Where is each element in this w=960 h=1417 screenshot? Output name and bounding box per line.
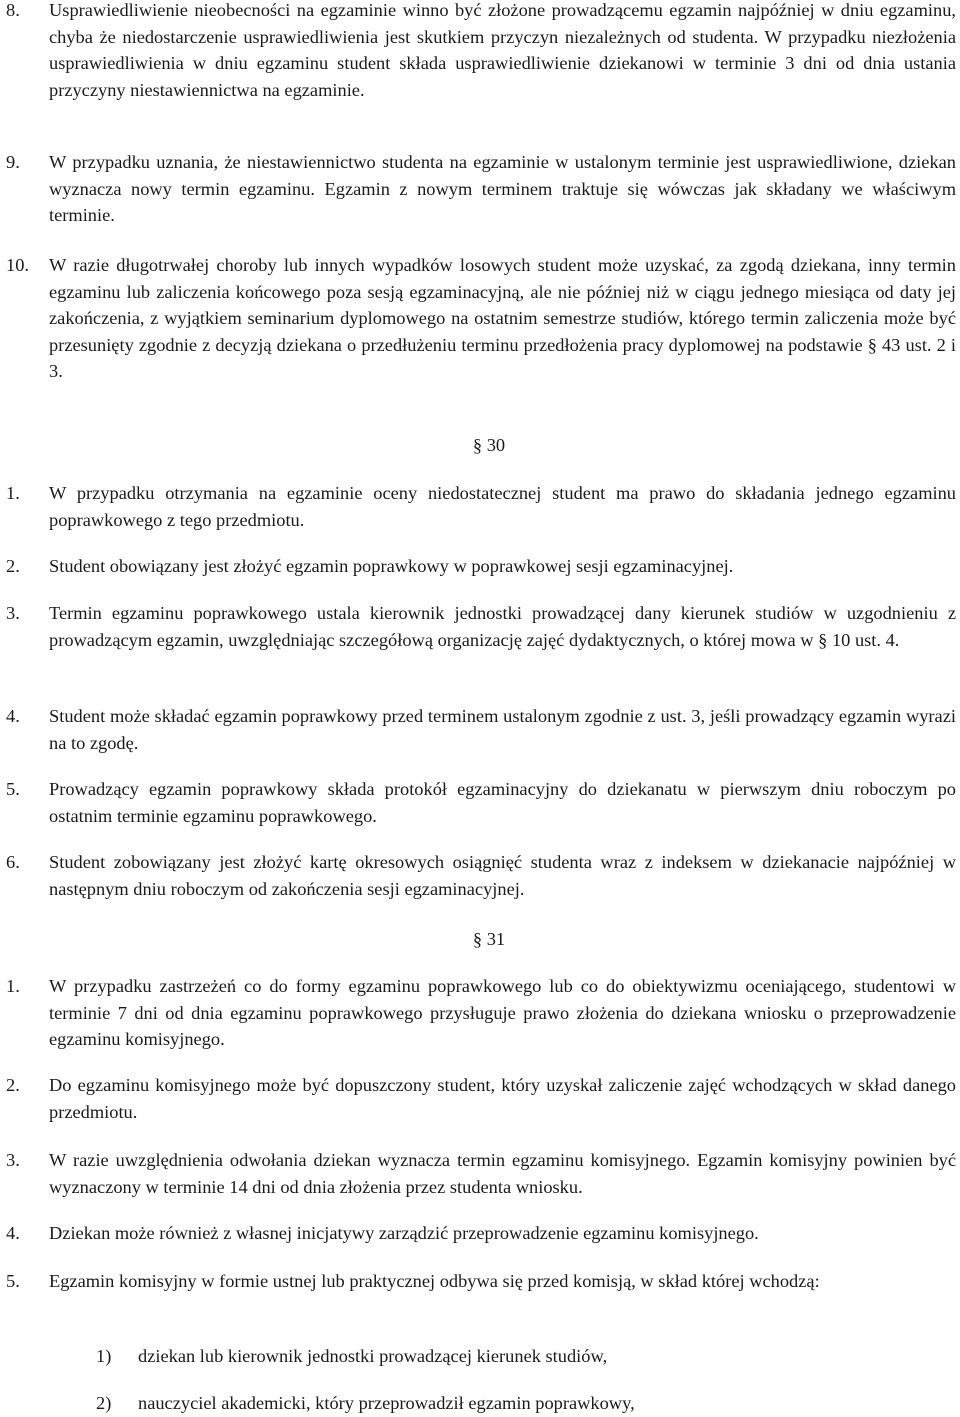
- section-heading: § 30: [472, 435, 506, 455]
- item-text: W razie uwzględnienia odwołania dziekan wyznacza termin egzaminu komisyjnego. Egzamin komisyjny powinien być wyznaczony w terminie 14 dni od dnia złożenia przez studenta wniosku.: [49, 1150, 956, 1197]
- item-number: 3.: [6, 603, 20, 623]
- item-number: 5.: [6, 779, 20, 799]
- paragraph-item: [6, 1268, 956, 1295]
- paragraph-item: [6, 1220, 956, 1247]
- item-number: 6.: [6, 852, 20, 872]
- sub-item-number: 1): [96, 1346, 112, 1366]
- paragraph-item: [6, 973, 956, 1053]
- paragraph-item: [6, 252, 956, 385]
- paragraph-item: [6, 849, 956, 902]
- item-number: 1.: [6, 976, 20, 996]
- paragraph-item: [6, 703, 956, 756]
- paragraph-item: [6, 149, 956, 229]
- item-text: Egzamin komisyjny w formie ustnej lub praktycznej odbywa się przed komisją, w skład której wchodzą:: [49, 1271, 820, 1291]
- item-number: 9.: [6, 152, 20, 172]
- item-number: 2.: [6, 1075, 20, 1095]
- sub-item: [96, 1390, 956, 1417]
- item-text: Dziekan może również z własnej inicjatywy zarządzić przeprowadzenie egzaminu komisyjnego.: [49, 1223, 759, 1243]
- item-text: Student może składać egzamin poprawkowy przed terminem ustalonym zgodnie z ust. 3, jeśli prowadzący egzamin wyrazi na to zgodę.: [49, 706, 956, 753]
- paragraph-item: [6, 1072, 956, 1125]
- item-text: W przypadku zastrzeżeń co do formy egzaminu poprawkowego lub co do obiektywizmu oceniającego, studentowi w terminie 7 dni od dnia egzaminu poprawkowego przysługuje prawo złożenia do dziekana wniosku o przeprowadzenie egzaminu komisyjnego.: [49, 976, 956, 1049]
- sub-item-text: nauczyciel akademicki, który przeprowadził egzamin poprawkowy,: [138, 1393, 635, 1413]
- paragraph-item: [6, 1147, 956, 1200]
- paragraph-item: [6, 553, 956, 580]
- paragraph-item: [6, 600, 956, 653]
- paragraph-item: [6, 480, 956, 533]
- item-number: 10.: [6, 255, 29, 275]
- item-text: Prowadzący egzamin poprawkowy składa protokół egzaminacyjny do dziekanatu w pierwszym dniu roboczym po ostatnim terminie egzaminu poprawkowego.: [49, 779, 956, 826]
- item-number: 8.: [6, 0, 20, 20]
- sub-item-number: 2): [96, 1393, 112, 1413]
- item-text: W razie długotrwałej choroby lub innych wypadków losowych student może uzyskać, za zgodą dziekana, inny termin egzaminu lub zaliczenia końcowego poza sesją egzaminacyjną, ale nie później niż w ciągu jednego miesiąca od daty jej zakończenia, z wyjątkiem seminarium dyplomowego na ostatnim semestrze studiów, którego termin zaliczenia może być przesunięty zgodnie z decyzją dziekana o przedłużeniu terminu przedłożenia pracy dyplomowej na podstawie § 43 ust. 2 i 3.: [49, 255, 956, 381]
- item-text: Student zobowiązany jest złożyć kartę okresowych osiągnięć studenta wraz z indeksem w dziekanacie najpóźniej w następnym dniu roboczym od zakończenia sesji egzaminacyjnej.: [49, 852, 956, 899]
- item-number: 1.: [6, 483, 20, 503]
- item-text: W przypadku uznania, że niestawiennictwo studenta na egzaminie w ustalonym terminie jest usprawiedliwione, dziekan wyznacza nowy termin egzaminu. Egzamin z nowym terminem traktuje się wówczas jak składany we właściwym terminie.: [49, 152, 956, 225]
- item-text: Do egzaminu komisyjnego może być dopuszczony student, który uzyskał zaliczenie zajęć wchodzących w skład danego przedmiotu.: [49, 1075, 956, 1122]
- item-number: 4.: [6, 706, 20, 726]
- paragraph-item: [6, 0, 956, 103]
- item-number: 2.: [6, 556, 20, 576]
- item-number: 5.: [6, 1271, 20, 1291]
- section-heading: § 31: [472, 929, 506, 949]
- item-text: Usprawiedliwienie nieobecności na egzaminie winno być złożone prowadzącemu egzamin najpóźniej w dniu egzaminu, chyba że niedostarczenie usprawiedliwienia jest skutkiem przyczyn niezależnych od studenta. W przypadku niezłożenia usprawiedliwienia w dniu egzaminu student składa usprawiedliwienie dziekanowi w terminie 3 dni od dnia ustania przyczyny niestawiennictwa na egzaminie.: [49, 0, 956, 100]
- sub-item: [96, 1343, 956, 1370]
- item-number: 4.: [6, 1223, 20, 1243]
- item-text: W przypadku otrzymania na egzaminie oceny niedostatecznej student ma prawo do składania jednego egzaminu poprawkowego z tego przedmiotu.: [49, 483, 956, 530]
- item-text: Student obowiązany jest złożyć egzamin poprawkowy w poprawkowej sesji egzaminacyjnej.: [49, 556, 734, 576]
- item-text: Termin egzaminu poprawkowego ustala kierownik jednostki prowadzącej dany kierunek studiów w uzgodnieniu z prowadzącym egzamin, uwzględniając szczegółową organizację zajęć dydaktycznych, o której mowa w § 10 ust. 4.: [49, 603, 956, 650]
- item-number: 3.: [6, 1150, 20, 1170]
- paragraph-item: [6, 776, 956, 829]
- sub-item-text: dziekan lub kierownik jednostki prowadzącej kierunek studiów,: [138, 1346, 608, 1366]
